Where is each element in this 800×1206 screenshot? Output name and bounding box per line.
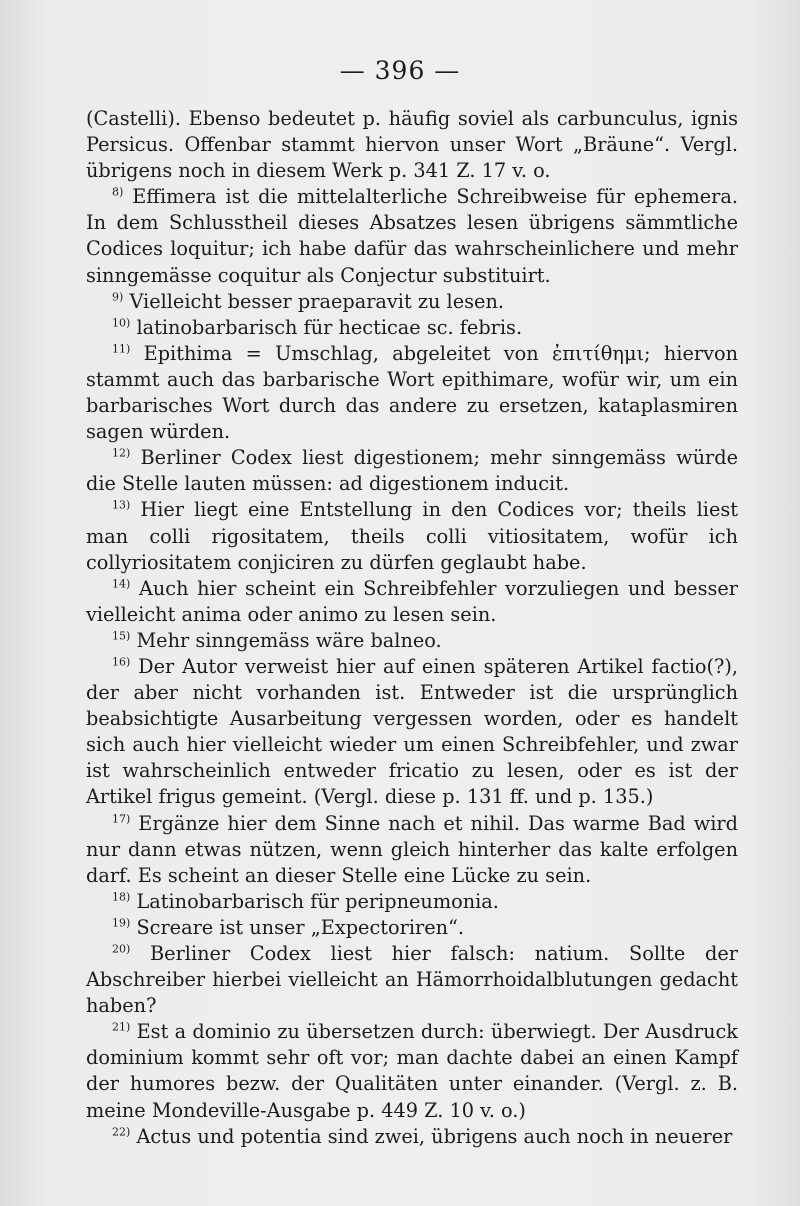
- footnote-marker: 16): [112, 655, 131, 669]
- footnote-17: [86, 811, 738, 889]
- footnote-marker: 9): [112, 290, 124, 304]
- footnote-9: [86, 289, 738, 315]
- footnote-21: [86, 1019, 738, 1123]
- footnote-text: Der Autor verweist hier auf einen späteren Artikel factio(?), der aber nicht vorhanden ist. Entweder ist die ursprünglich beabsichtigte Ausarbeitung vergessen worden, oder es handelt sich auch hier vielleicht wieder um einen Schreibfehler, und zwar ist wahrscheinlich entweder fricatio zu lesen, oder es ist der Artikel frigus gemeint. (Vergl. diese p. 131 ff. und p. 135.): [86, 654, 738, 809]
- footnote-text: Epithima = Umschlag, abgeleitet von ἐπιτίθημι; hiervon stammt auch das barbarische Wort epithimare, wofür wir, um ein barbarisches Wort durch das andere zu ersetzen, kataplasmiren sagen würden.: [86, 341, 738, 444]
- footnote-number: 14: [112, 577, 126, 591]
- footnote-16: [86, 654, 738, 811]
- footnote-12: [86, 445, 738, 497]
- footnote-marker: 15): [112, 629, 131, 643]
- footnote-marker: 18): [112, 890, 131, 904]
- footnote-8: [86, 184, 738, 288]
- footnote-text: Effimera ist die mittelalterliche Schreibweise für ephemera. In dem Schlusstheil dieses Absatzes lesen übrigens sämmtliche Codices loquitur; ich habe dafür das wahrscheinlichere und mehr sinngemässe coquitur als Conjectur substituirt.: [86, 185, 738, 287]
- footnote-10: [86, 315, 738, 341]
- paragraph-text: (Castelli). Ebenso bedeutet p. häufig soviel als carbunculus, ignis Persicus. Offenbar stammt hiervon unser Wort „Bräune“. Vergl. übrigens noch in diesem Werk p. 341 Z. 17 v. o.: [86, 107, 738, 183]
- footnote-marker: 10): [112, 316, 131, 330]
- footnote-number: 22: [112, 1125, 126, 1139]
- footnote-marker: 12): [112, 446, 131, 460]
- footnote-text: Actus und potentia sind zwei, übrigens auch noch in neuerer: [136, 1124, 733, 1148]
- footnote-15: [86, 628, 738, 654]
- footnote-text: Auch hier scheint ein Schreibfehler vorzuliegen und besser vielleicht anima oder animo zu lesen sein.: [86, 576, 738, 626]
- footnote-number: 13: [112, 498, 126, 512]
- footnote-text: Berliner Codex liest digestionem; mehr sinngemäss würde die Stelle lauten müssen: ad digestionem inducit.: [86, 446, 738, 496]
- footnote-text: Vielleicht besser praeparavit zu lesen.: [129, 289, 504, 313]
- footnote-marker: 21): [112, 1020, 131, 1034]
- footnote-number: 10: [112, 316, 126, 330]
- paragraph-continuation: [86, 106, 738, 184]
- page-number: — 396 —: [339, 56, 461, 85]
- footnote-number: 20: [112, 942, 126, 956]
- footnote-text: Est a dominio zu übersetzen durch: überwiegt. Der Ausdruck dominium kommt sehr oft vor; man dachte dabei an einen Kampf der humores bezw. der Qualitäten unter einander. (Vergl. z. B. meine Mondeville-Ausgabe p. 449 Z. 10 v. o.): [86, 1020, 738, 1122]
- footnote-number: 9: [112, 290, 119, 304]
- footnote-text: Screare ist unser „Expectoriren“.: [136, 915, 465, 939]
- footnote-14: [86, 576, 738, 628]
- footnote-marker: 20): [112, 942, 131, 956]
- footnote-13: [86, 497, 738, 575]
- footnote-number: 16: [112, 655, 126, 669]
- footnote-text: Mehr sinngemäss wäre balneo.: [136, 628, 442, 652]
- footnote-text: Ergänze hier dem Sinne nach et nihil. Das warme Bad wird nur dann etwas nützen, wenn gleich hinterher das kalte erfolgen darf. Es scheint an dieser Stelle eine Lücke zu sein.: [86, 811, 738, 887]
- footnote-11: [86, 341, 738, 445]
- footnote-18: [86, 889, 738, 915]
- footnote-number: 18: [112, 890, 126, 904]
- footnote-number: 19: [112, 916, 126, 930]
- footnote-marker: 13): [112, 498, 131, 512]
- footnote-text: Latinobarbarisch für peripneumonia.: [136, 889, 499, 913]
- footnote-marker: 19): [112, 916, 131, 930]
- footnote-marker: 17): [112, 812, 131, 826]
- footnote-text: Hier liegt eine Entstellung in den Codices vor; theils liest man colli rigositatem, theils colli vitiositatem, wofür ich collyriositatem conjiciren zu dürfen geglaubt habe.: [86, 498, 738, 574]
- footnote-20: [86, 941, 738, 1019]
- footnote-marker: 11): [112, 342, 131, 356]
- footnote-number: 12: [112, 446, 126, 460]
- footnote-number: 17: [112, 812, 126, 826]
- footnote-text: latinobarbarisch für hecticae sc. febris.: [136, 315, 523, 339]
- footnote-number: 11: [112, 342, 126, 356]
- footnote-number: 21: [112, 1020, 126, 1034]
- footnotes-body: [86, 106, 738, 1150]
- footnote-22: [86, 1124, 738, 1150]
- footnote-number: 8: [112, 185, 119, 199]
- footnote-19: [86, 915, 738, 941]
- footnote-number: 15: [112, 629, 126, 643]
- footnote-text: Berliner Codex liest hier falsch: natium. Sollte der Abschreiber hierbei vielleicht an Hämorrhoidalblutungen gedacht haben?: [86, 942, 738, 1018]
- footnote-marker: 14): [112, 577, 131, 591]
- footnote-marker: 8): [112, 185, 124, 199]
- footnote-marker: 22): [112, 1125, 131, 1139]
